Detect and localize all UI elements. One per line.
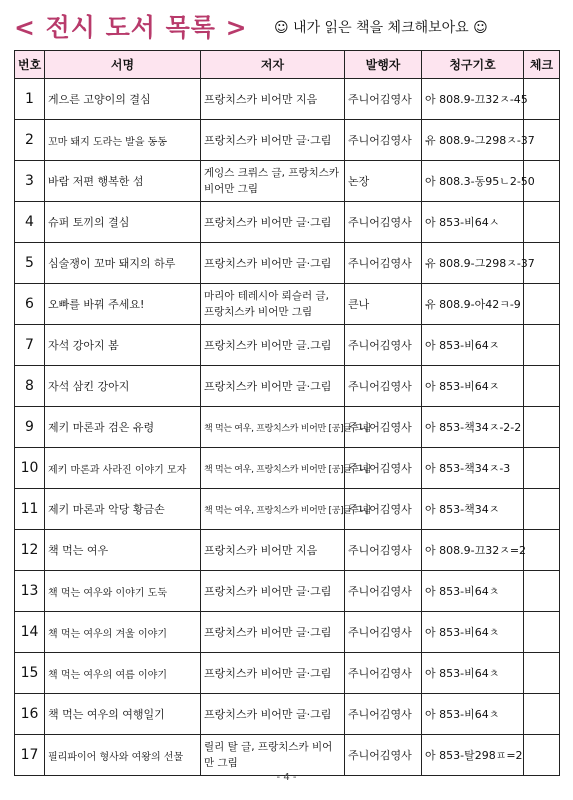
author-cell: 책 먹는 여우, 프랑치스카 비어만 [공]글·그림 xyxy=(201,489,345,530)
book-title-cell: 오빠를 바꿔 주세요! xyxy=(45,284,201,325)
page-subtitle: ☺ 내가 읽은 책을 체크해보아요 ☺ xyxy=(274,20,488,36)
row-number-cell: 4 xyxy=(15,202,45,243)
author-cell: 릴리 탈 글, 프랑치스카 비어만 그림 xyxy=(201,735,345,776)
book-title-cell: 제키 마론과 사라진 이야기 모자 xyxy=(45,448,201,489)
author-cell: 프랑치스카 비어만 글.그림 xyxy=(201,325,345,366)
table-row xyxy=(15,243,560,284)
table-row xyxy=(15,735,560,776)
row-number-cell: 9 xyxy=(15,407,45,448)
publisher-cell: 주니어김영사 xyxy=(345,571,422,612)
book-title-cell: 책 먹는 여우의 여행일기 xyxy=(45,694,201,735)
publisher-cell: 주니어김영사 xyxy=(345,694,422,735)
table-body xyxy=(15,79,560,776)
check-cell[interactable] xyxy=(524,407,560,448)
author-header: 저자 xyxy=(201,51,345,79)
book-title-cell: 책 먹는 여우의 여름 이야기 xyxy=(45,653,201,694)
author-cell: 프랑치스카 비어만 지음 xyxy=(201,79,345,120)
call-number-cell: 유 808.9-그298ㅈ-37 xyxy=(422,243,524,284)
author-cell: 프랑치스카 비어만 글·그림 xyxy=(201,120,345,161)
table-row xyxy=(15,571,560,612)
row-number-cell: 8 xyxy=(15,366,45,407)
author-cell: 책 먹는 여우, 프랑치스카 비어만 [공]글·그림 xyxy=(201,407,345,448)
call-number-cell: 아 808.3-동95ㄴ2-50 xyxy=(422,161,524,202)
publisher-header: 발행자 xyxy=(345,51,422,79)
author-cell: 마리아 테레시아 뢰슬러 글, 프랑치스카 비어만 그림 xyxy=(201,284,345,325)
author-cell: 게잉스 크뤼스 글, 프랑치스카 비어만 그림 xyxy=(201,161,345,202)
call-number-cell: 아 853-비64ㅊ xyxy=(422,653,524,694)
table-row xyxy=(15,120,560,161)
call-number-cell: 아 853-비64ㅈ xyxy=(422,325,524,366)
call-number-cell: 아 808.9-끄32ㅈ-45 xyxy=(422,79,524,120)
author-cell: 프랑치스카 비어만 글·그림 xyxy=(201,694,345,735)
book-title-cell: 책 먹는 여우의 겨울 이야기 xyxy=(45,612,201,653)
table-header-row xyxy=(15,51,560,79)
row-number-cell: 14 xyxy=(15,612,45,653)
publisher-cell: 주니어김영사 xyxy=(345,530,422,571)
call-number-cell: 아 853-비64ㅊ xyxy=(422,694,524,735)
publisher-cell: 큰나 xyxy=(345,284,422,325)
page-number: - 4 - xyxy=(276,772,297,783)
author-cell: 책 먹는 여우, 프랑치스카 비어만 [공]글·그림 xyxy=(201,448,345,489)
row-number-cell: 12 xyxy=(15,530,45,571)
publisher-cell: 주니어김영사 xyxy=(345,407,422,448)
table-row xyxy=(15,161,560,202)
book-title-cell: 꼬마 돼지 도라는 발을 동동 xyxy=(45,120,201,161)
check-cell[interactable] xyxy=(524,448,560,489)
book-title-cell: 바람 저편 행복한 섬 xyxy=(45,161,201,202)
table-row xyxy=(15,284,560,325)
publisher-cell: 주니어김영사 xyxy=(345,243,422,284)
author-cell: 프랑치스카 비어만 글·그림 xyxy=(201,571,345,612)
publisher-cell: 주니어김영사 xyxy=(345,202,422,243)
row-number-cell: 7 xyxy=(15,325,45,366)
author-cell: 프랑치스카 비어만 글·그림 xyxy=(201,243,345,284)
check-cell[interactable] xyxy=(524,694,560,735)
publisher-cell: 주니어김영사 xyxy=(345,325,422,366)
publisher-cell: 주니어김영사 xyxy=(345,735,422,776)
check-cell[interactable] xyxy=(524,571,560,612)
call-number-cell: 아 853-탈298ㅍ=2 xyxy=(422,735,524,776)
book-title-cell: 자석 삼킨 강아지 xyxy=(45,366,201,407)
publisher-cell: 논장 xyxy=(345,161,422,202)
call-number-cell: 아 853-비64ㅊ xyxy=(422,571,524,612)
row-number-cell: 1 xyxy=(15,79,45,120)
number-header: 번호 xyxy=(15,51,45,79)
row-number-cell: 17 xyxy=(15,735,45,776)
table-row xyxy=(15,202,560,243)
book-title-cell: 제키 마론과 악당 황금손 xyxy=(45,489,201,530)
publisher-cell: 주니어김영사 xyxy=(345,489,422,530)
call-number-cell: 아 853-책34ㅈ-3 xyxy=(422,448,524,489)
author-cell: 프랑치스카 비어만 글·그림 xyxy=(201,366,345,407)
table-row xyxy=(15,366,560,407)
call-number-cell: 아 853-비64ㅊ xyxy=(422,612,524,653)
book-list-table xyxy=(14,50,560,776)
row-number-cell: 15 xyxy=(15,653,45,694)
book-title-cell: 슈퍼 토끼의 결심 xyxy=(45,202,201,243)
check-cell[interactable] xyxy=(524,325,560,366)
book-title-cell: 자석 강아지 봄 xyxy=(45,325,201,366)
author-cell: 프랑치스카 비어만 글·그림 xyxy=(201,653,345,694)
check-cell[interactable] xyxy=(524,735,560,776)
book-title-cell: 제키 마론과 검은 유령 xyxy=(45,407,201,448)
check-cell[interactable] xyxy=(524,530,560,571)
call-number-cell: 아 853-책34ㅈ xyxy=(422,489,524,530)
book-title-cell: 책 먹는 여우 xyxy=(45,530,201,571)
table-row xyxy=(15,612,560,653)
table-row xyxy=(15,448,560,489)
book-title-cell: 필리파이어 형사와 여왕의 선물 xyxy=(45,735,201,776)
call-number-cell: 아 853-책34ㅈ-2-2 xyxy=(422,407,524,448)
check-cell[interactable] xyxy=(524,284,560,325)
table-row xyxy=(15,325,560,366)
publisher-cell: 주니어김영사 xyxy=(345,612,422,653)
page-header xyxy=(14,8,559,44)
table-row xyxy=(15,530,560,571)
call-number-cell: 아 853-비64ㅅ xyxy=(422,202,524,243)
check-cell[interactable] xyxy=(524,612,560,653)
call-number-header: 청구기호 xyxy=(422,51,524,79)
row-number-cell: 3 xyxy=(15,161,45,202)
publisher-cell: 주니어김영사 xyxy=(345,366,422,407)
row-number-cell: 5 xyxy=(15,243,45,284)
call-number-cell: 유 808.9-그298ㅈ-37 xyxy=(422,120,524,161)
author-cell: 프랑치스카 비어만 글·그림 xyxy=(201,202,345,243)
row-number-cell: 11 xyxy=(15,489,45,530)
table-row xyxy=(15,694,560,735)
check-cell[interactable] xyxy=(524,79,560,120)
publisher-cell: 주니어김영사 xyxy=(345,79,422,120)
call-number-cell: 유 808.9-아42ㅋ-9 xyxy=(422,284,524,325)
author-cell: 프랑치스카 비어만 글·그림 xyxy=(201,612,345,653)
table-row xyxy=(15,653,560,694)
author-cell: 프랑치스카 비어만 지음 xyxy=(201,530,345,571)
page-title: < 전시 도서 목록 > xyxy=(14,13,248,42)
check-cell[interactable] xyxy=(524,366,560,407)
call-number-cell: 아 853-비64ㅈ xyxy=(422,366,524,407)
publisher-cell: 주니어김영사 xyxy=(345,448,422,489)
table-row xyxy=(15,489,560,530)
check-cell[interactable] xyxy=(524,489,560,530)
publisher-cell: 주니어김영사 xyxy=(345,653,422,694)
table-row xyxy=(15,79,560,120)
publisher-cell: 주니어김영사 xyxy=(345,120,422,161)
title-header: 서명 xyxy=(45,51,201,79)
row-number-cell: 16 xyxy=(15,694,45,735)
check-cell[interactable] xyxy=(524,653,560,694)
check-header: 체크 xyxy=(524,51,560,79)
row-number-cell: 13 xyxy=(15,571,45,612)
table-row xyxy=(15,407,560,448)
book-title-cell: 게으른 고양이의 결심 xyxy=(45,79,201,120)
book-title-cell: 책 먹는 여우와 이야기 도둑 xyxy=(45,571,201,612)
row-number-cell: 10 xyxy=(15,448,45,489)
row-number-cell: 6 xyxy=(15,284,45,325)
book-title-cell: 심술쟁이 꼬마 돼지의 하루 xyxy=(45,243,201,284)
row-number-cell: 2 xyxy=(15,120,45,161)
check-cell[interactable] xyxy=(524,202,560,243)
call-number-cell: 아 808.9-끄32ㅈ=2 xyxy=(422,530,524,571)
